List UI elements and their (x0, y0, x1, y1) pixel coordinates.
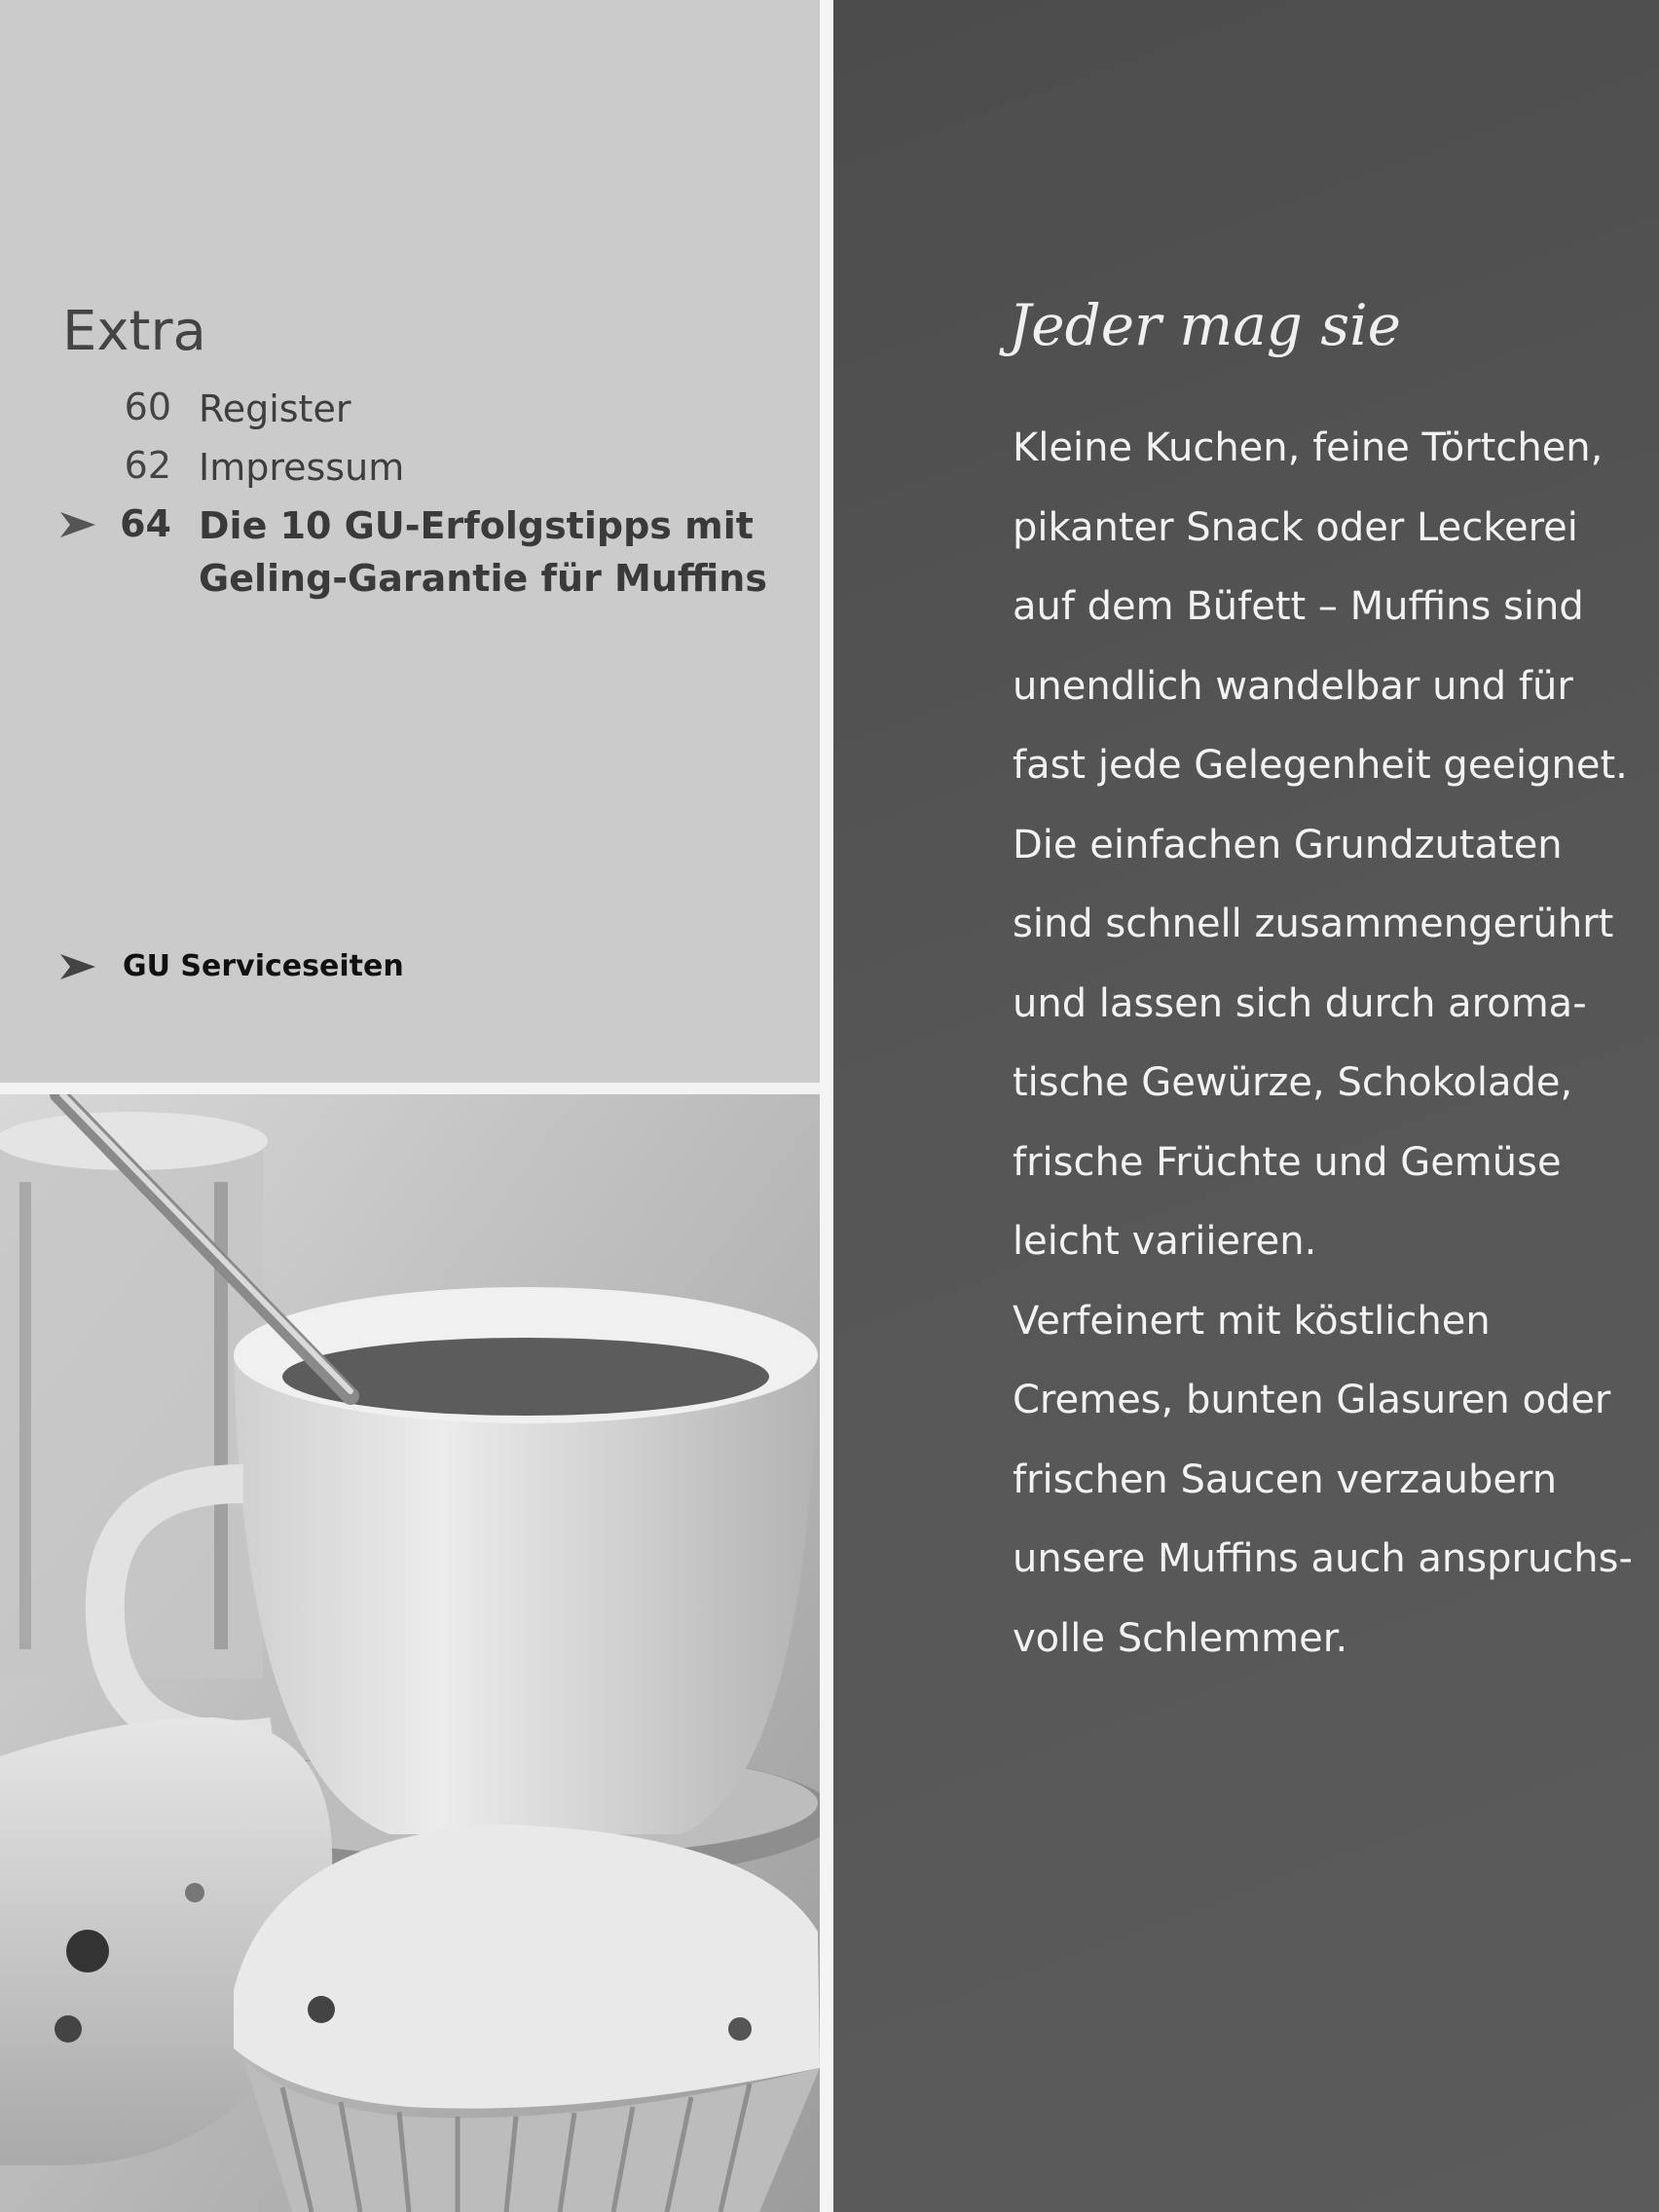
right-panel (833, 0, 1659, 2212)
intro-line: frischen Saucen verzaubern (1013, 1456, 1558, 1502)
horizontal-divider (0, 1083, 820, 1094)
toc-entry-title-line-2: Geling-Garantie für Muffins (199, 557, 767, 600)
arrow-right-icon (58, 510, 97, 539)
toc-entry-erfolgstipps[interactable] (0, 498, 820, 600)
toc-page-number: 62 (124, 444, 171, 487)
service-pages-label: GU Serviceseiten (123, 949, 404, 983)
coffee-muffin-photo (0, 1094, 820, 2212)
intro-line: volle Schlemmer. (1013, 1615, 1348, 1661)
toc-heading: Extra (62, 300, 206, 363)
intro-line: Verfeinert mit köstlichen (1013, 1298, 1491, 1344)
toc-entry-title: Impressum (199, 446, 405, 489)
toc-entry-impressum[interactable] (0, 440, 820, 498)
toc-page-number: 60 (124, 386, 171, 428)
service-pages-link[interactable] (0, 944, 820, 993)
intro-line: pikanter Snack oder Leckerei (1013, 504, 1578, 550)
intro-line: Die einfachen Grundzutaten (1013, 822, 1563, 867)
vertical-divider (820, 0, 833, 2212)
coffee-muffin-illustration (0, 1094, 820, 2212)
toc-page-number: 64 (120, 502, 171, 545)
left-panel (0, 0, 820, 2212)
intro-line: und lassen sich durch aroma- (1013, 980, 1587, 1026)
toc-entry-title: Register (199, 387, 351, 430)
intro-body (1013, 409, 1655, 1678)
intro-line: frische Früchte und Gemüse (1013, 1139, 1562, 1185)
toc-entry-register[interactable] (0, 382, 820, 440)
intro-line: tische Gewürze, Schokolade, (1013, 1060, 1573, 1105)
intro-line: unsere Muffins auch anspruchs- (1013, 1536, 1633, 1581)
intro-line: Kleine Kuchen, feine Törtchen, (1013, 425, 1604, 470)
intro-line: Cremes, bunten Glasuren oder (1013, 1378, 1611, 1422)
toc-section (0, 0, 820, 1083)
intro-line: fast jede Gelegenheit geeignet. (1013, 743, 1628, 788)
intro-line: leicht variieren. (1013, 1219, 1317, 1264)
intro-title: Jeder mag sie (1009, 292, 1401, 358)
arrow-right-icon (58, 952, 97, 981)
intro-line: sind schnell zusammengerührt (1013, 902, 1614, 946)
intro-line: auf dem Büfett – Muffins sind (1013, 584, 1584, 629)
intro-line: unendlich wandelbar und für (1013, 663, 1573, 709)
toc-entry-title-line-1: Die 10 GU-Erfolgstipps mit (199, 504, 754, 547)
